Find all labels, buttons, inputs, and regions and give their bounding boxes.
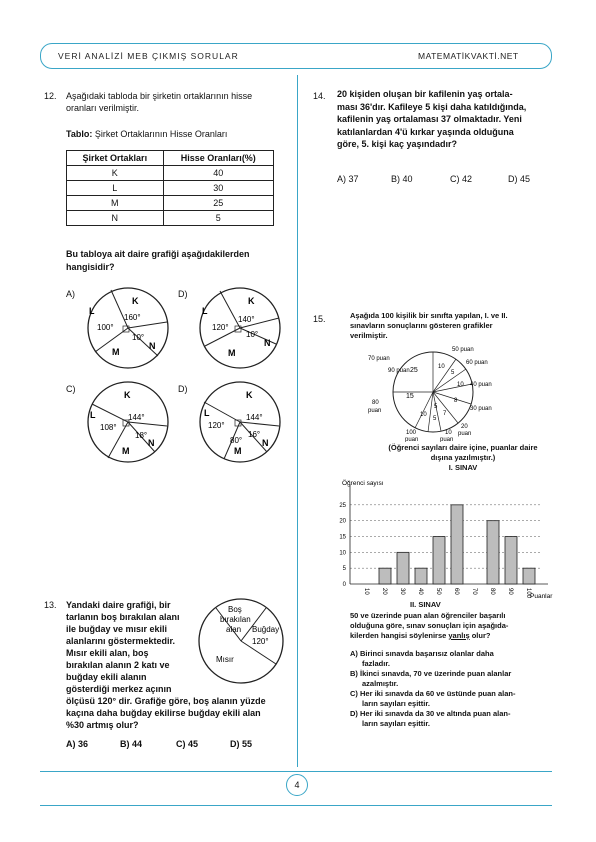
table-row: K 40 <box>67 166 274 181</box>
svg-text:N: N <box>148 438 155 448</box>
svg-text:30 puan: 30 puan <box>470 406 492 412</box>
svg-text:10°: 10° <box>246 330 259 339</box>
chart-ytick-label: 0 <box>342 582 346 588</box>
q12-stem-line2: oranları verilmiştir. <box>66 103 140 113</box>
chart-xtick-label: 60 <box>453 588 459 595</box>
svg-text:25: 25 <box>410 367 418 374</box>
page-number: 4 <box>286 774 308 796</box>
chart-ylabel: Öğrenci sayısı <box>342 480 384 487</box>
q12-option-d-label: D) <box>178 384 188 394</box>
q12-option-b-pie <box>190 286 290 370</box>
q12-table-title: Tablo: Şirket Ortaklarının Hisse Oranları <box>66 129 228 139</box>
svg-text:L: L <box>90 410 96 420</box>
chart-xtick-label: 20 <box>381 588 387 595</box>
svg-text:L: L <box>89 306 95 316</box>
chart-ytick-label: 20 <box>339 518 346 525</box>
svg-text:80°: 80° <box>230 436 243 445</box>
svg-text:L: L <box>204 408 210 418</box>
svg-text:70 puan: 70 puan <box>368 356 390 362</box>
svg-text:140°: 140° <box>238 315 255 324</box>
svg-text:100: 100 <box>406 430 417 436</box>
chart-bar <box>379 568 391 584</box>
svg-text:20: 20 <box>461 424 468 430</box>
table-header-partners: Şirket Ortakları <box>67 151 164 166</box>
q15-number: 15. <box>313 314 326 324</box>
chart-bar <box>505 537 517 585</box>
q13-text-cont: ölçüsü 120° dir. Grafiğe göre, boş alanın yüzde kaçına daha buğday ekilirse buğday ekili alan %30 artmış olur? <box>66 696 266 730</box>
q12-option-b-label: D) <box>178 289 188 299</box>
svg-text:puan: puan <box>440 437 454 442</box>
q15-question: 50 ve üzerinde puan alan öğrenciler başarılı olduğuna göre, sınav sonuçları için aşağıda- kilerden hangisi söylenirse yanlış olur? <box>350 611 509 640</box>
q15-exam2-bar-chart <box>328 476 553 601</box>
svg-text:5: 5 <box>434 404 438 410</box>
q15-choice-a[interactable]: A) Birinci sınavda başarısız olanlar daha fazladır. <box>350 649 494 668</box>
header-site: MATEMATİKVAKTİ.NET <box>418 51 519 61</box>
q12-option-c-label: C) <box>66 384 76 394</box>
svg-text:M: M <box>228 348 236 358</box>
chart-ytick-label: 5 <box>342 566 346 573</box>
q13-answer-d[interactable]: D) 55 <box>230 739 253 749</box>
svg-text:60 puan: 60 puan <box>466 360 488 366</box>
q12-stem-line1: Aşağıdaki tabloda bir şirketin ortaklarının hisse <box>66 91 253 101</box>
svg-text:160°: 160° <box>124 313 141 322</box>
svg-text:7: 7 <box>443 411 447 417</box>
q12-option-a-pie <box>78 286 178 370</box>
svg-text:100°: 100° <box>97 323 114 332</box>
table-row: N 5 <box>67 211 274 226</box>
svg-text:puan: puan <box>458 431 472 437</box>
svg-text:10: 10 <box>445 430 452 436</box>
q14-answer-c[interactable]: C) 42 <box>450 174 473 184</box>
q15-exam2-title: II. SINAV <box>410 600 441 609</box>
q15-note: (Öğrenci sayıları daire içine, puanlar daire dışına yazılmıştır.) I. SINAV <box>388 443 538 472</box>
q12-share-table <box>66 150 274 226</box>
svg-text:144°: 144° <box>246 413 263 422</box>
svg-text:M: M <box>234 446 242 456</box>
q12-question-line1: Bu tabloya ait daire grafiği aşağıdakilerden <box>66 249 250 259</box>
q13-text: Yandaki daire grafiği, bir tarlanın boş bırakılan alanı ile buğday ve mısır ekili alanlarını göstermektedir. Mısır ekili alan, boş bırakılan alanın 2 katı ve buğday ekili alanın gösterdiği merkez açının <box>66 600 180 694</box>
chart-bar <box>523 568 535 584</box>
q15-choice-b[interactable]: B) İkinci sınavda, 70 ve üzerinde puan alanlar azalmıştır. <box>350 669 512 688</box>
svg-text:M: M <box>122 446 130 456</box>
q15-choice-d[interactable]: D) Her iki sınavda da 30 ve altında puan alan- ların sayıları eşittir. <box>350 709 511 728</box>
svg-text:50 puan: 50 puan <box>452 347 474 353</box>
chart-xtick-label: 30 <box>399 588 405 595</box>
svg-text:144°: 144° <box>128 413 145 422</box>
svg-text:5: 5 <box>433 416 437 422</box>
column-divider <box>297 75 298 767</box>
q13-answer-c[interactable]: C) 45 <box>176 739 199 749</box>
svg-text:K: K <box>246 390 253 400</box>
table-row: L 30 <box>67 181 274 196</box>
q15-exam1-pie <box>358 342 508 442</box>
chart-xtick-label: 40 <box>417 588 423 595</box>
q12-question-line2: hangisidir? <box>66 262 115 272</box>
q14-number: 14. <box>313 91 326 101</box>
chart-xtick-label: 100 <box>525 588 531 599</box>
chart-bar <box>451 505 463 584</box>
chart-ytick-label: 25 <box>339 502 346 509</box>
svg-text:120°: 120° <box>208 421 225 430</box>
svg-text:N: N <box>264 338 271 348</box>
svg-text:80: 80 <box>372 400 379 406</box>
svg-text:40 puan: 40 puan <box>470 382 492 388</box>
svg-text:Boş: Boş <box>228 605 242 614</box>
q13-answer-a[interactable]: A) 36 <box>66 739 89 749</box>
svg-text:120°: 120° <box>212 323 229 332</box>
q14-answer-d[interactable]: D) 45 <box>508 174 531 184</box>
table-header-shares: Hisse Oranları(%) <box>163 151 273 166</box>
q14-text: 20 kişiden oluşan bir kafilenin yaş ortala- ması 36'dır. Kafileye 5 kişi daha katıldığında, kafilenin yaş ortalaması 37 olmaktadır. Yeni katılanlardan 4'ü kırkar yaşında olduğuna göre, 5. kişi kaç yaşındadır? <box>337 89 527 149</box>
chart-bar <box>397 552 409 584</box>
svg-text:L: L <box>202 306 208 316</box>
q12-option-d-pie <box>190 380 290 464</box>
svg-text:M: M <box>112 347 120 357</box>
chart-xtick-label: 90 <box>507 588 513 595</box>
q15-text: Aşağıda 100 kişilik bir sınıfta yapılan, I. ve II. sınavların sonuçlarını gösteren grafikler verilmiştir. <box>350 311 508 340</box>
footer-line <box>40 771 552 772</box>
chart-xtick-label: 70 <box>471 588 477 595</box>
q12-option-c-pie <box>78 380 178 464</box>
q14-answer-b[interactable]: B) 40 <box>391 174 413 184</box>
svg-text:10: 10 <box>420 412 427 418</box>
svg-text:120°: 120° <box>252 637 269 646</box>
q15-choice-c[interactable]: C) Her iki sınavda da 60 ve üstünde puan alan- ların sayıları eşittir. <box>350 689 516 708</box>
svg-text:10: 10 <box>438 364 445 370</box>
q14-answer-a[interactable]: A) 37 <box>337 174 359 184</box>
svg-text:N: N <box>149 341 156 351</box>
svg-text:18°: 18° <box>135 431 148 440</box>
footer-line-bottom <box>40 805 552 806</box>
svg-text:Buğday: Buğday <box>252 625 280 634</box>
svg-text:bırakılan: bırakılan <box>220 615 251 624</box>
svg-text:K: K <box>124 390 131 400</box>
q13-answer-b[interactable]: B) 44 <box>120 739 143 749</box>
svg-text:10°: 10° <box>132 333 145 342</box>
chart-bar <box>415 568 427 584</box>
svg-text:5: 5 <box>451 370 455 376</box>
svg-text:8: 8 <box>454 398 458 404</box>
chart-bar <box>487 521 499 584</box>
q12-option-a-label: A) <box>66 289 75 299</box>
svg-text:90 puan: 90 puan <box>388 368 410 374</box>
svg-text:N: N <box>262 438 269 448</box>
q13-number: 13. <box>44 600 57 610</box>
chart-xtick-label: 10 <box>363 588 369 595</box>
chart-xtick-label: 50 <box>435 588 441 595</box>
svg-text:108°: 108° <box>100 423 117 432</box>
chart-xtick-label: 80 <box>489 588 495 595</box>
svg-text:Mısır: Mısır <box>216 655 234 664</box>
q12-number: 12. <box>44 91 57 101</box>
chart-xlabel: Puanlar <box>530 593 553 600</box>
svg-text:K: K <box>248 296 255 306</box>
q15-choices <box>350 649 515 729</box>
svg-text:16°: 16° <box>248 430 261 439</box>
q13-field-pie <box>196 596 286 686</box>
chart-ytick-label: 15 <box>339 534 346 541</box>
svg-text:K: K <box>132 296 139 306</box>
svg-text:15: 15 <box>406 393 414 400</box>
chart-ytick-label: 10 <box>339 550 346 557</box>
svg-text:puan: puan <box>405 437 419 442</box>
svg-text:10: 10 <box>457 382 464 388</box>
svg-text:alan: alan <box>226 625 242 634</box>
table-row: M 25 <box>67 196 274 211</box>
header-title: VERİ ANALİZİ MEB ÇIKMIŞ SORULAR <box>58 51 239 61</box>
chart-bar <box>433 537 445 585</box>
svg-text:puan: puan <box>368 408 382 414</box>
